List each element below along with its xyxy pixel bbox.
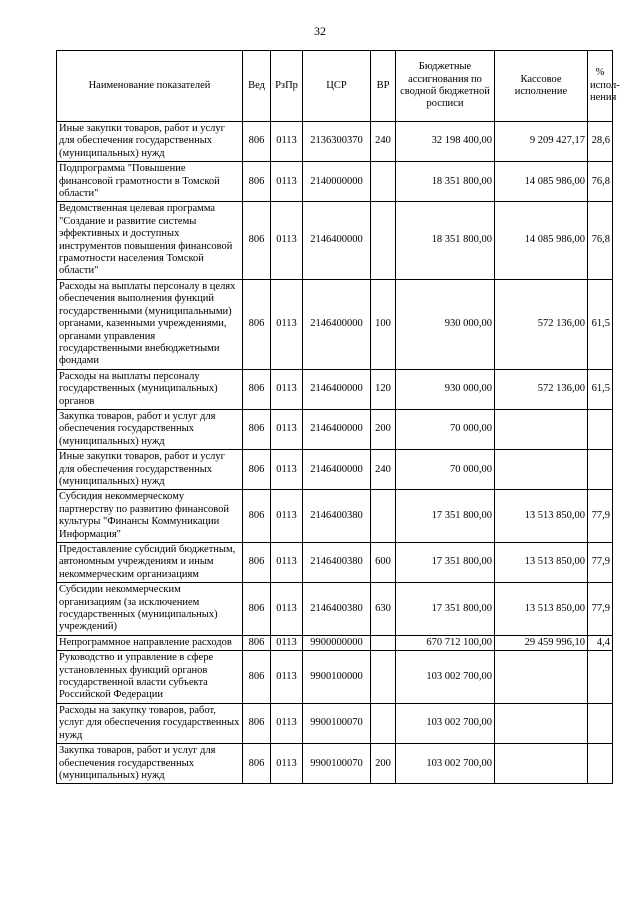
row-budget: 103 002 700,00 <box>396 651 495 704</box>
row-vr <box>371 202 396 279</box>
table-row <box>57 744 613 784</box>
row-csr: 2146400000 <box>303 450 371 490</box>
row-csr: 2136300370 <box>303 122 371 162</box>
row-csr: 9900100000 <box>303 651 371 704</box>
row-rzpr: 0113 <box>271 543 303 583</box>
row-budget: 17 351 800,00 <box>396 543 495 583</box>
row-percent: 61,5 <box>588 279 613 369</box>
table-row <box>57 279 613 369</box>
table-header-row <box>57 51 613 122</box>
row-csr: 9900100070 <box>303 744 371 784</box>
row-ved: 806 <box>243 122 271 162</box>
row-ved: 806 <box>243 744 271 784</box>
row-kassa: 13 513 850,00 <box>495 543 588 583</box>
row-kassa: 9 209 427,17 <box>495 122 588 162</box>
row-csr: 2140000000 <box>303 162 371 202</box>
row-vr <box>371 651 396 704</box>
row-rzpr: 0113 <box>271 450 303 490</box>
header-percent: % испол-нения <box>588 51 613 122</box>
row-vr <box>371 703 396 743</box>
table-row <box>57 703 613 743</box>
header-ved: Вед <box>243 51 271 122</box>
table-row <box>57 369 613 409</box>
row-percent: 4,4 <box>588 635 613 650</box>
table-row <box>57 583 613 636</box>
header-kassovoe: Кассовое исполнение <box>495 51 588 122</box>
row-percent <box>588 651 613 704</box>
row-name: Расходы на выплаты персоналу государственных (муниципальных) органов <box>57 369 243 409</box>
row-vr: 630 <box>371 583 396 636</box>
row-rzpr: 0113 <box>271 703 303 743</box>
page-number: 32 <box>314 24 326 38</box>
header-name: Наименование показателей <box>57 51 243 122</box>
row-kassa: 572 136,00 <box>495 279 588 369</box>
row-budget: 103 002 700,00 <box>396 744 495 784</box>
row-ved: 806 <box>243 651 271 704</box>
row-percent <box>588 703 613 743</box>
row-name: Субсидия некоммерческому партнерству по развитию финансовой культуры "Финансы Коммуникации Информация" <box>57 490 243 543</box>
row-name: Ведомственная целевая программа "Создание и развитие системы эффективных и доступных инструментов повышения финансовой грамотности населения Томской области" <box>57 202 243 279</box>
row-rzpr: 0113 <box>271 490 303 543</box>
row-budget: 670 712 100,00 <box>396 635 495 650</box>
row-budget: 930 000,00 <box>396 369 495 409</box>
header-csr: ЦСР <box>303 51 371 122</box>
row-csr: 2146400000 <box>303 279 371 369</box>
row-ved: 806 <box>243 450 271 490</box>
row-budget: 18 351 800,00 <box>396 202 495 279</box>
row-kassa <box>495 450 588 490</box>
table-row <box>57 543 613 583</box>
row-kassa: 29 459 996,10 <box>495 635 588 650</box>
row-kassa <box>495 744 588 784</box>
row-name: Непрограммное направление расходов <box>57 635 243 650</box>
row-percent: 77,9 <box>588 583 613 636</box>
row-rzpr: 0113 <box>271 122 303 162</box>
row-vr: 600 <box>371 543 396 583</box>
row-rzpr: 0113 <box>271 651 303 704</box>
row-ved: 806 <box>243 279 271 369</box>
row-csr: 2146400380 <box>303 543 371 583</box>
row-name: Предоставление субсидий бюджетным, автономным учреждениям и иным некоммерческим организациям <box>57 543 243 583</box>
row-name: Руководство и управление в сфере установленных функций органов государственной власти субъекта Российской Федерации <box>57 651 243 704</box>
row-kassa <box>495 409 588 449</box>
row-kassa: 13 513 850,00 <box>495 583 588 636</box>
row-csr: 2146400000 <box>303 369 371 409</box>
row-percent <box>588 744 613 784</box>
row-rzpr: 0113 <box>271 583 303 636</box>
table-row <box>57 409 613 449</box>
row-name: Закупка товаров, работ и услуг для обеспечения государственных (муниципальных) нужд <box>57 409 243 449</box>
row-vr: 240 <box>371 450 396 490</box>
row-percent: 28,6 <box>588 122 613 162</box>
row-ved: 806 <box>243 202 271 279</box>
row-rzpr: 0113 <box>271 202 303 279</box>
row-vr: 120 <box>371 369 396 409</box>
row-budget: 103 002 700,00 <box>396 703 495 743</box>
row-name: Расходы на закупку товаров, работ, услуг для обеспечения государственных нужд <box>57 703 243 743</box>
row-ved: 806 <box>243 703 271 743</box>
row-name: Подпрограмма "Повышение финансовой грамотности в Томской области" <box>57 162 243 202</box>
row-percent: 77,9 <box>588 490 613 543</box>
row-kassa: 14 085 986,00 <box>495 202 588 279</box>
row-budget: 18 351 800,00 <box>396 162 495 202</box>
row-kassa: 14 085 986,00 <box>495 162 588 202</box>
table-row <box>57 490 613 543</box>
row-csr: 2146400000 <box>303 409 371 449</box>
row-name: Расходы на выплаты персоналу в целях обеспечения выполнения функций государственными (муниципальными) органами, казенными учреждениями, органами управления государственными внебюджетными фондами <box>57 279 243 369</box>
row-kassa: 572 136,00 <box>495 369 588 409</box>
row-ved: 806 <box>243 409 271 449</box>
row-percent: 76,8 <box>588 202 613 279</box>
row-rzpr: 0113 <box>271 162 303 202</box>
row-ved: 806 <box>243 583 271 636</box>
row-vr <box>371 162 396 202</box>
header-vr: ВР <box>371 51 396 122</box>
row-ved: 806 <box>243 369 271 409</box>
row-ved: 806 <box>243 543 271 583</box>
row-vr: 200 <box>371 409 396 449</box>
row-percent <box>588 450 613 490</box>
row-vr <box>371 635 396 650</box>
row-name: Иные закупки товаров, работ и услуг для обеспечения государственных (муниципальных) нужд <box>57 450 243 490</box>
table-row <box>57 635 613 650</box>
row-vr: 200 <box>371 744 396 784</box>
row-csr: 2146400380 <box>303 490 371 543</box>
table-row <box>57 450 613 490</box>
row-ved: 806 <box>243 162 271 202</box>
row-kassa <box>495 651 588 704</box>
header-rzpr: РзПр <box>271 51 303 122</box>
row-budget: 70 000,00 <box>396 450 495 490</box>
row-name: Иные закупки товаров, работ и услуг для обеспечения государственных (муниципальных) нужд <box>57 122 243 162</box>
row-kassa: 13 513 850,00 <box>495 490 588 543</box>
row-percent: 61,5 <box>588 369 613 409</box>
row-vr <box>371 490 396 543</box>
row-budget: 70 000,00 <box>396 409 495 449</box>
table-row <box>57 651 613 704</box>
row-rzpr: 0113 <box>271 635 303 650</box>
row-kassa <box>495 703 588 743</box>
table-row <box>57 202 613 279</box>
row-ved: 806 <box>243 635 271 650</box>
row-percent <box>588 409 613 449</box>
row-csr: 9900100070 <box>303 703 371 743</box>
row-vr: 240 <box>371 122 396 162</box>
row-budget: 930 000,00 <box>396 279 495 369</box>
row-budget: 17 351 800,00 <box>396 583 495 636</box>
row-percent: 77,9 <box>588 543 613 583</box>
row-percent: 76,8 <box>588 162 613 202</box>
row-vr: 100 <box>371 279 396 369</box>
row-rzpr: 0113 <box>271 279 303 369</box>
table-row <box>57 162 613 202</box>
header-budget: Бюджетные ассигнования по сводной бюджетной росписи <box>396 51 495 122</box>
row-rzpr: 0113 <box>271 409 303 449</box>
row-rzpr: 0113 <box>271 369 303 409</box>
row-ved: 806 <box>243 490 271 543</box>
row-rzpr: 0113 <box>271 744 303 784</box>
row-name: Субсидии некоммерческим организациям (за исключением государственных (муниципальных) учреждений) <box>57 583 243 636</box>
row-name: Закупка товаров, работ и услуг для обеспечения государственных (муниципальных) нужд <box>57 744 243 784</box>
table-row <box>57 122 613 162</box>
row-csr: 2146400380 <box>303 583 371 636</box>
row-csr: 9900000000 <box>303 635 371 650</box>
budget-table <box>56 50 620 784</box>
row-budget: 17 351 800,00 <box>396 490 495 543</box>
row-budget: 32 198 400,00 <box>396 122 495 162</box>
row-csr: 2146400000 <box>303 202 371 279</box>
